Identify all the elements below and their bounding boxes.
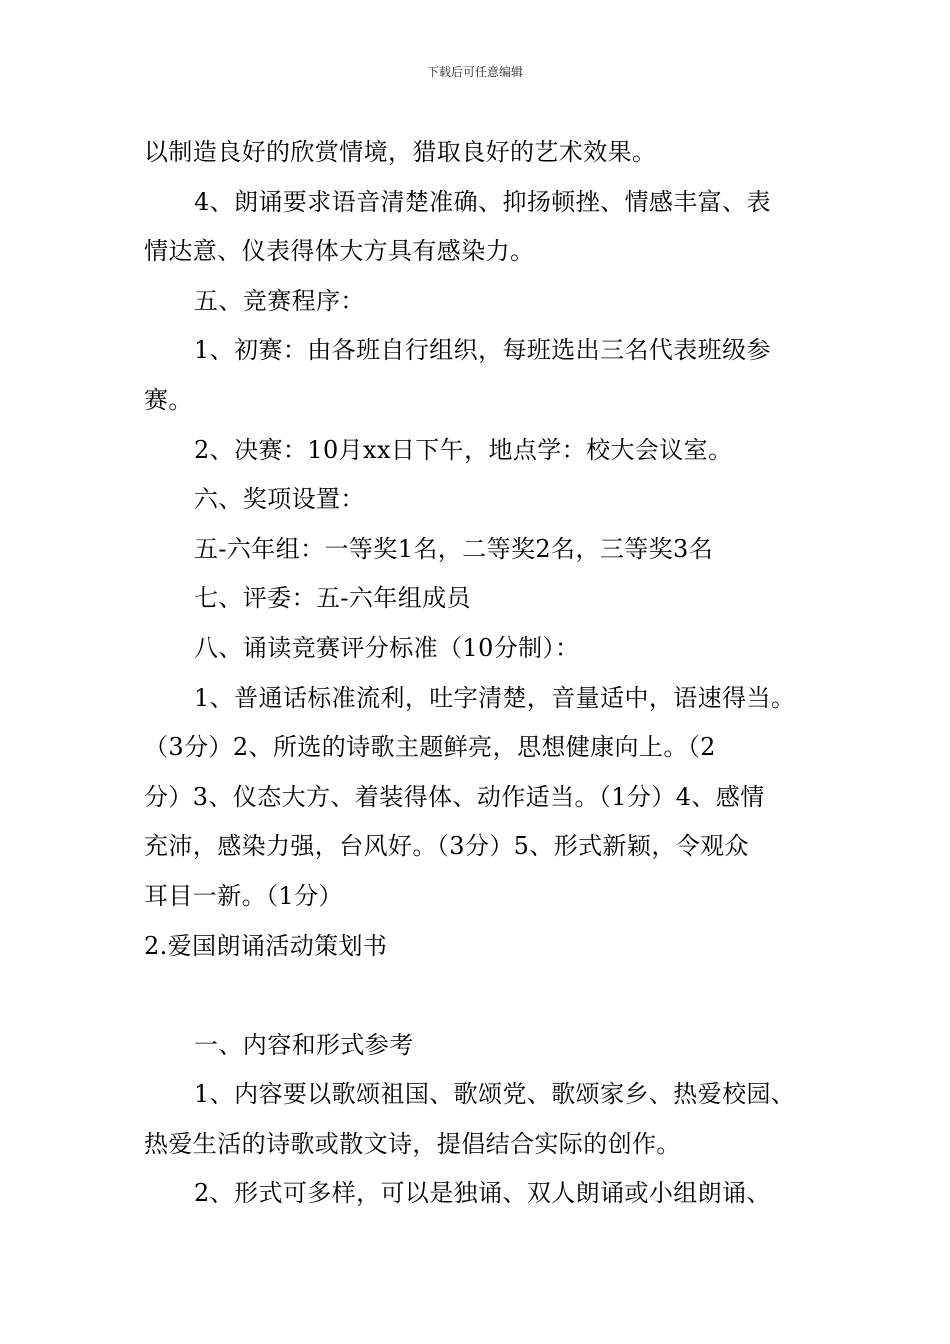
paragraph-line: 分）3、仪态大方、着装得体、动作适当。（1分）4、感情 — [144, 782, 765, 811]
paragraph-line: 以制造良好的欣赏情境，猎取良好的艺术效果。 — [144, 138, 657, 166]
section-heading: 一、内容和形式参考 — [194, 1030, 414, 1059]
document-body — [144, 128, 834, 1219]
paragraph-line: 2、决赛：10月xx日下午，地点学：校大会议室。 — [194, 435, 733, 464]
paragraph-line: （3分）2、所选的诗歌主题鲜亮，思想健康向上。（2 — [144, 733, 716, 762]
section-heading: 五、竞赛程序： — [194, 286, 365, 315]
paragraph-line: 2、形式可多样，可以是独诵、双人朗诵或小组朗诵、 — [194, 1179, 771, 1208]
paragraph-line: 五-六年组：一等奖1名，二等奖2名，三等奖3名 — [194, 534, 714, 563]
page-header: 下载后可任意编辑 — [426, 65, 523, 79]
paragraph-line: 赛。 — [144, 385, 193, 414]
document-title: 2.爱国朗诵活动策划书 — [144, 931, 388, 960]
section-heading: 八、诵读竞赛评分标准（10分制）： — [194, 633, 580, 662]
paragraph-line: 情达意、仪表得体大方具有感染力。 — [144, 237, 535, 266]
paragraph-line: 1、普通话标准流利，吐字清楚，音量适中，语速得当。 — [194, 683, 796, 712]
paragraph-line: 4、朗诵要求语音清楚准确、抑扬顿挫、情感丰富、表 — [194, 187, 771, 216]
paragraph-line: 耳目一新。（1分） — [144, 881, 343, 910]
paragraph-line: 1、内容要以歌颂祖国、歌颂党、歌颂家乡、热爱校园、 — [194, 1080, 796, 1109]
blank-line — [144, 971, 834, 1021]
section-heading: 七、评委：五-六年组成员 — [194, 584, 471, 613]
paragraph-line: 热爱生活的诗歌或散文诗，提倡结合实际的创作。 — [144, 1129, 681, 1158]
paragraph-line: 充沛，感染力强，台风好。（3分）5、形式新颖，令观众 — [144, 832, 749, 861]
section-heading: 六、奖项设置： — [194, 485, 365, 514]
paragraph-line: 1、初赛：由各班自行组织，每班选出三名代表班级参 — [194, 336, 771, 365]
